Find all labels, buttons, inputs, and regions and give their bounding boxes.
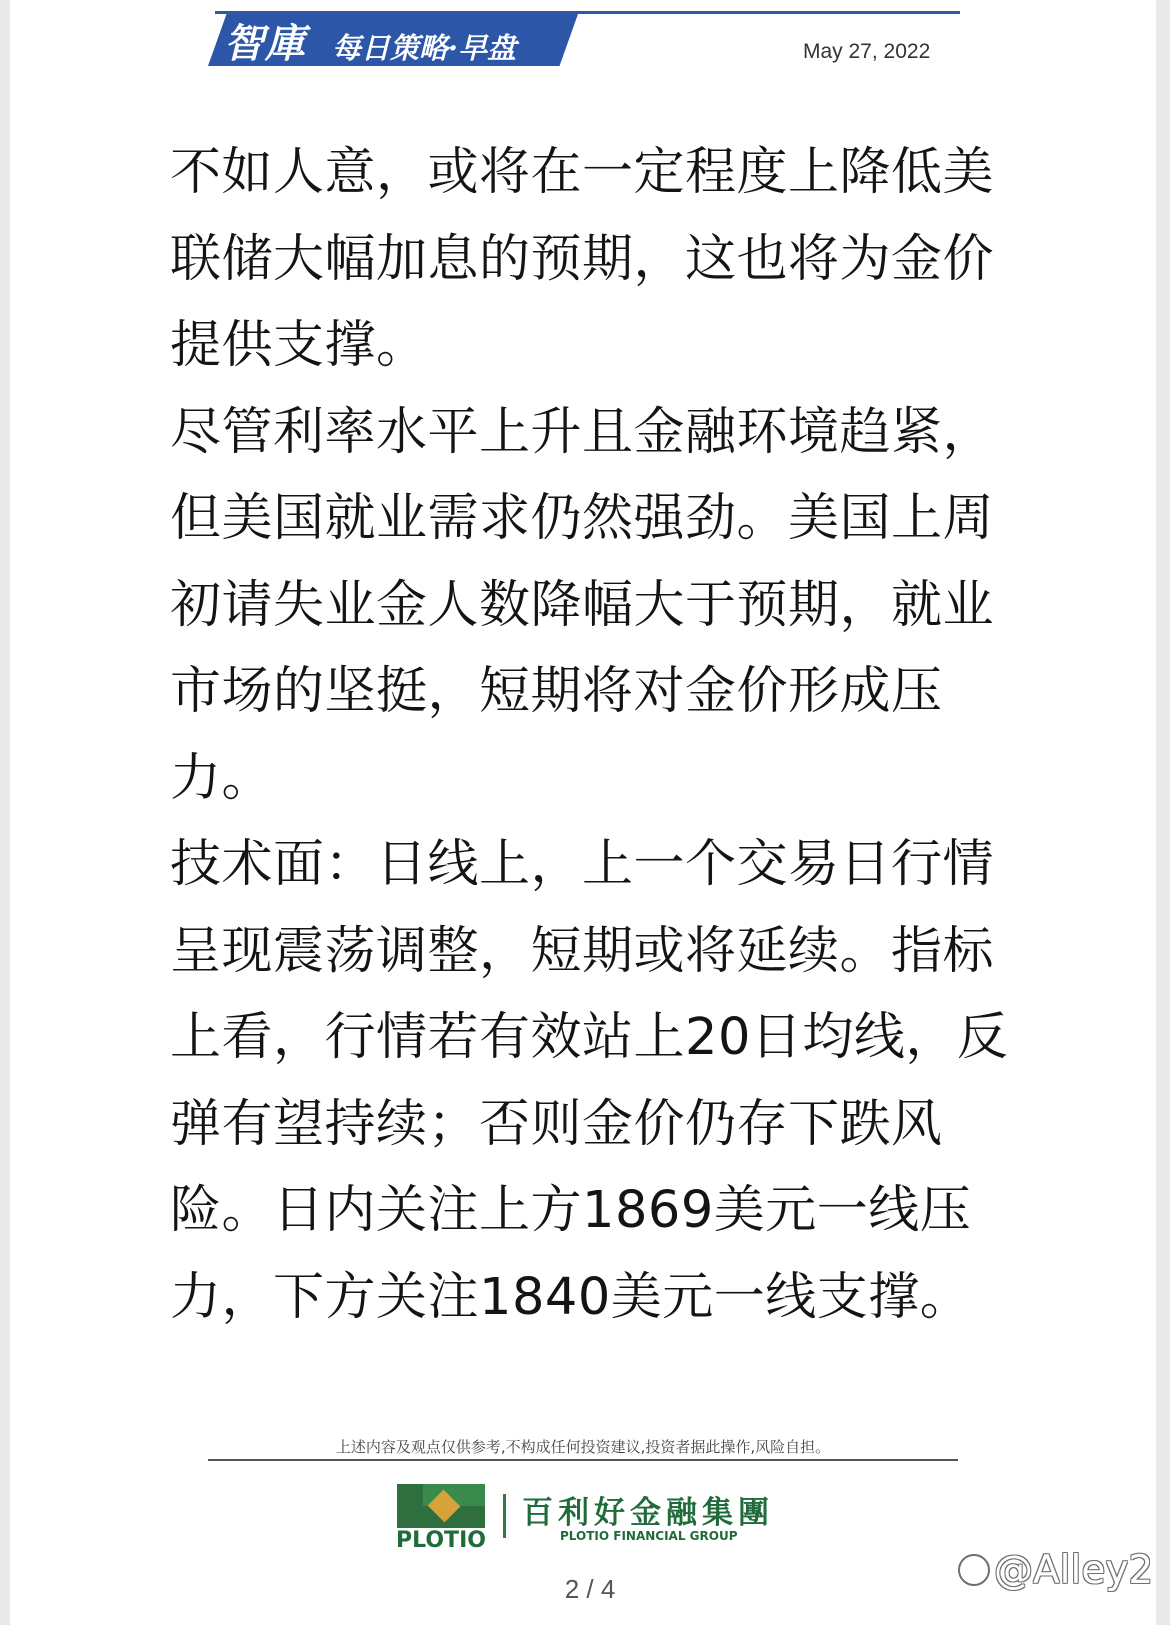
paragraph-2: 尽管利率水平上升且金融环境趋紧，但美国就业需求仍然强劲。美国上周初请失业金人数降幅大于预期，就业市场的坚挺，短期将对金价形成压力。 (170, 402, 995, 808)
paragraph-1: 不如人意，或将在一定程度上降低美联储大幅加息的预期，这也将为金价提供支撑。 (170, 143, 995, 375)
brand-title: 智庫 (224, 20, 306, 67)
logo-divider (503, 1494, 506, 1538)
header-rule (215, 11, 960, 14)
watermark-handle: @Alley2 (994, 1548, 1154, 1593)
paragraph-3: 技术面：日线上，上一个交易日行情呈现震荡调整，短期或将延续。指标上看，行情若有效站上20日均线，反弹有望持续；否则金价仍存下跌风险。日内关注上方1869美元一线压力，下方关注1840美元一线支撑。 (170, 835, 1009, 1327)
article-body (170, 130, 1010, 1341)
page-edge-left (0, 0, 10, 1625)
disclaimer-text: 上述内容及观点仅供参考,不构成任何投资建议,投资者据此操作,风险自担。 (335, 1438, 831, 1456)
group-name-cn: 百利好金融集團 (522, 1495, 774, 1531)
group-name-en: PLOTIO FINANCIAL GROUP (560, 1529, 738, 1543)
report-date: May 27, 2022 (803, 40, 931, 63)
watermark (958, 1548, 1153, 1593)
page-edge-right (1156, 0, 1170, 1625)
page-indicator: 2 / 4 (564, 1574, 616, 1604)
report-subtitle: 每日策略·早盘 (332, 31, 517, 65)
weibo-icon (958, 1554, 990, 1586)
footer-rule (208, 1459, 958, 1461)
plotio-logo-icon (397, 1484, 485, 1528)
logo-wordmark: PLOTIO (396, 1528, 486, 1553)
